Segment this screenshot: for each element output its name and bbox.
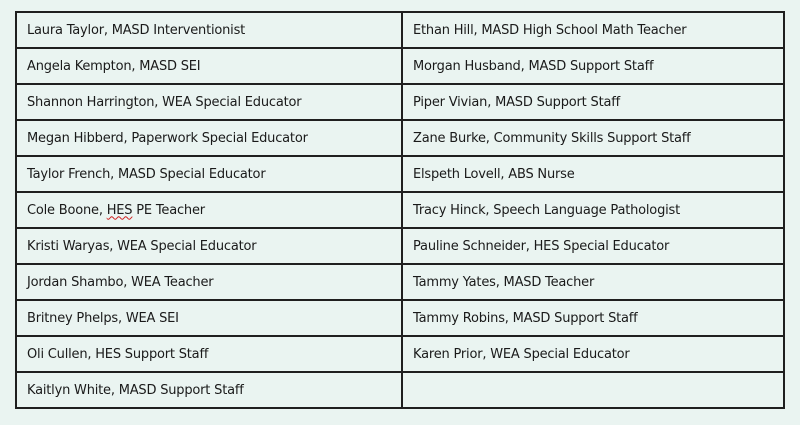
staff-cell-left: Britney Phelps, WEA SEI — [16, 300, 402, 336]
table-row — [16, 264, 784, 300]
table-row — [16, 156, 784, 192]
table-row — [16, 48, 784, 84]
staff-cell-right: Tracy Hinck, Speech Language Pathologist — [402, 192, 784, 228]
staff-cell-left: Taylor French, MASD Special Educator — [16, 156, 402, 192]
table-row — [16, 336, 784, 372]
staff-cell-left: Shannon Harrington, WEA Special Educator — [16, 84, 402, 120]
staff-cell-right: Elspeth Lovell, ABS Nurse — [402, 156, 784, 192]
staff-cell-right: Ethan Hill, MASD High School Math Teacher — [402, 12, 784, 48]
table-row — [16, 228, 784, 264]
staff-cell-left: Megan Hibberd, Paperwork Special Educator — [16, 120, 402, 156]
staff-cell-right: Zane Burke, Community Skills Support Staff — [402, 120, 784, 156]
staff-cell-left: Laura Taylor, MASD Interventionist — [16, 12, 402, 48]
table-row — [16, 120, 784, 156]
spellcheck-mark: HES — [106, 202, 133, 218]
staff-cell-right: Piper Vivian, MASD Support Staff — [402, 84, 784, 120]
table-row — [16, 192, 784, 228]
staff-cell-left: Angela Kempton, MASD SEI — [16, 48, 402, 84]
staff-cell-right: Pauline Schneider, HES Special Educator — [402, 228, 784, 264]
staff-cell-right — [402, 372, 784, 408]
table-row — [16, 372, 784, 408]
staff-table — [15, 11, 785, 409]
staff-cell-right: Tammy Yates, MASD Teacher — [402, 264, 784, 300]
staff-cell-left: Oli Cullen, HES Support Staff — [16, 336, 402, 372]
staff-cell-left: Kaitlyn White, MASD Support Staff — [16, 372, 402, 408]
staff-cell-left: Cole Boone, HES PE Teacher — [16, 192, 402, 228]
staff-cell-left: Jordan Shambo, WEA Teacher — [16, 264, 402, 300]
table-row — [16, 84, 784, 120]
staff-cell-right: Morgan Husband, MASD Support Staff — [402, 48, 784, 84]
staff-cell-right: Tammy Robins, MASD Support Staff — [402, 300, 784, 336]
staff-cell-right: Karen Prior, WEA Special Educator — [402, 336, 784, 372]
table-row — [16, 300, 784, 336]
staff-cell-left: Kristi Waryas, WEA Special Educator — [16, 228, 402, 264]
table-row — [16, 12, 784, 48]
